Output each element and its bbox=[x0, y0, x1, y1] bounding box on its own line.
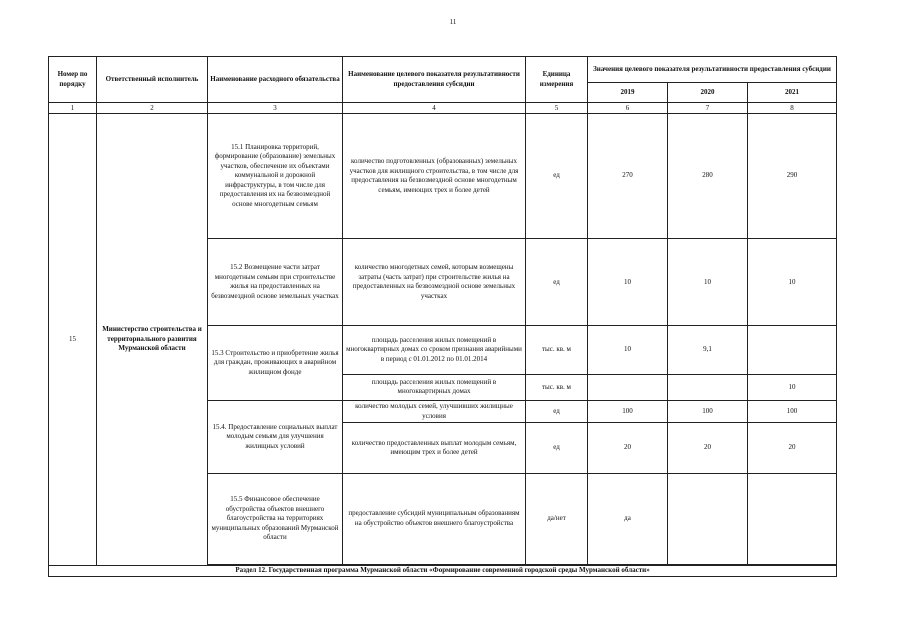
col-number-6: 6 bbox=[588, 103, 668, 114]
section-title: Раздел 12. Государственная программа Мурманской области «Формирование современной городской среды Мурманской области» bbox=[49, 565, 837, 576]
indicator-unit: да/нет bbox=[526, 473, 588, 564]
expense-item: 15.4. Предоставление социальных выплат молодым семьям для улучшения жилищных условий bbox=[208, 401, 343, 474]
expense-item: 15.2 Возмещение части затрат многодетным семьям при строительстве жилья на предоставленных на безвозмездной основе земельных участках bbox=[208, 239, 343, 326]
indicator-name: количество многодетных семей, которым возмещены затраты (часть затрат) при строительстве жилья на предоставленных на безвозмездной основе земельных участках bbox=[343, 239, 526, 326]
value-2021: 10 bbox=[748, 239, 837, 326]
table-row bbox=[49, 114, 837, 239]
row-number: 15 bbox=[49, 114, 97, 566]
value-2021 bbox=[748, 473, 837, 564]
col-number-8: 8 bbox=[748, 103, 837, 114]
header-year-2019: 2019 bbox=[588, 83, 668, 103]
value-2019: да bbox=[588, 473, 668, 564]
value-2019: 10 bbox=[588, 326, 668, 375]
executor-name: Министерство строительства и территориального развития Мурманской области bbox=[97, 114, 208, 566]
value-2019: 10 bbox=[588, 239, 668, 326]
indicator-name: количество предоставленных выплат молодым семьям, имеющим трех и более детей bbox=[343, 423, 526, 474]
col-number-2: 2 bbox=[97, 103, 208, 114]
header-number: Номер по порядку bbox=[49, 57, 97, 103]
indicator-name: площадь расселения жилых помещений в многоквартирных домах со сроком признания аварийными в период с 01.01.2012 по 01.01.2014 bbox=[343, 326, 526, 375]
header-year-2020: 2020 bbox=[668, 83, 748, 103]
value-2020: 10 bbox=[668, 239, 748, 326]
value-2019: 100 bbox=[588, 401, 668, 423]
col-number-4: 4 bbox=[343, 103, 526, 114]
col-number-3: 3 bbox=[208, 103, 343, 114]
expense-item: 15.1 Планировка территорий, формирование (образование) земельных участков, обеспечение их объектами коммунальной и дорожной инфраструктуры, в том числе для предоставления их на безвозмездной основе многодетным семьям bbox=[208, 114, 343, 239]
indicator-name: количество молодых семей, улучшивших жилищные условия bbox=[343, 401, 526, 423]
indicator-name: предоставление субсидий муниципальным образованиям на обустройство объектов внешнего благоустройства bbox=[343, 473, 526, 564]
indicator-unit: тыс. кв. м bbox=[526, 326, 588, 375]
subsidy-indicators-table bbox=[48, 56, 837, 577]
header-unit: Единица измерения bbox=[526, 57, 588, 103]
value-2020: 20 bbox=[668, 423, 748, 474]
value-2020: 100 bbox=[668, 401, 748, 423]
expense-item: 15.5 Финансовое обеспечение обустройства объектов внешнего благоустройства на территориях муниципальных образований Мурманской области bbox=[208, 473, 343, 564]
indicator-name: количество подготовленных (образованных) земельных участков для жилищного строительства, в том числе для предоставления на безвозмездной основе многодетным семьям, имеющих трех и более детей bbox=[343, 114, 526, 239]
indicator-name: площадь расселения жилых помещений в многоквартирных домах bbox=[343, 374, 526, 400]
value-2021: 20 bbox=[748, 423, 837, 474]
indicator-unit: тыс. кв. м bbox=[526, 374, 588, 400]
value-2019 bbox=[588, 374, 668, 400]
value-2021 bbox=[748, 326, 837, 375]
value-2020 bbox=[668, 473, 748, 564]
value-2019: 20 bbox=[588, 423, 668, 474]
value-2020: 9,1 bbox=[668, 326, 748, 375]
page-number: 11 bbox=[449, 18, 457, 26]
value-2021: 290 bbox=[748, 114, 837, 239]
header-values: Значения целевого показателя результативности предоставления субсидии bbox=[588, 57, 837, 83]
value-2019: 270 bbox=[588, 114, 668, 239]
col-number-5: 5 bbox=[526, 103, 588, 114]
value-2021: 10 bbox=[748, 374, 837, 400]
col-number-1: 1 bbox=[49, 103, 97, 114]
header-year-2021: 2021 bbox=[748, 83, 837, 103]
indicator-unit: ед bbox=[526, 401, 588, 423]
col-number-7: 7 bbox=[668, 103, 748, 114]
value-2021: 100 bbox=[748, 401, 837, 423]
value-2020: 280 bbox=[668, 114, 748, 239]
indicator-unit: ед bbox=[526, 239, 588, 326]
expense-item: 15.3 Строительство и приобретение жилья для граждан, проживающих в аварийном жилищном фонде bbox=[208, 326, 343, 401]
indicator-unit: ед bbox=[526, 423, 588, 474]
header-indicator: Наименование целевого показателя результативности предоставления субсидии bbox=[343, 57, 526, 103]
indicator-unit: ед bbox=[526, 114, 588, 239]
header-executor: Ответственный исполнитель bbox=[97, 57, 208, 103]
header-expense: Наименование расходного обязательства bbox=[208, 57, 343, 103]
value-2020 bbox=[668, 374, 748, 400]
